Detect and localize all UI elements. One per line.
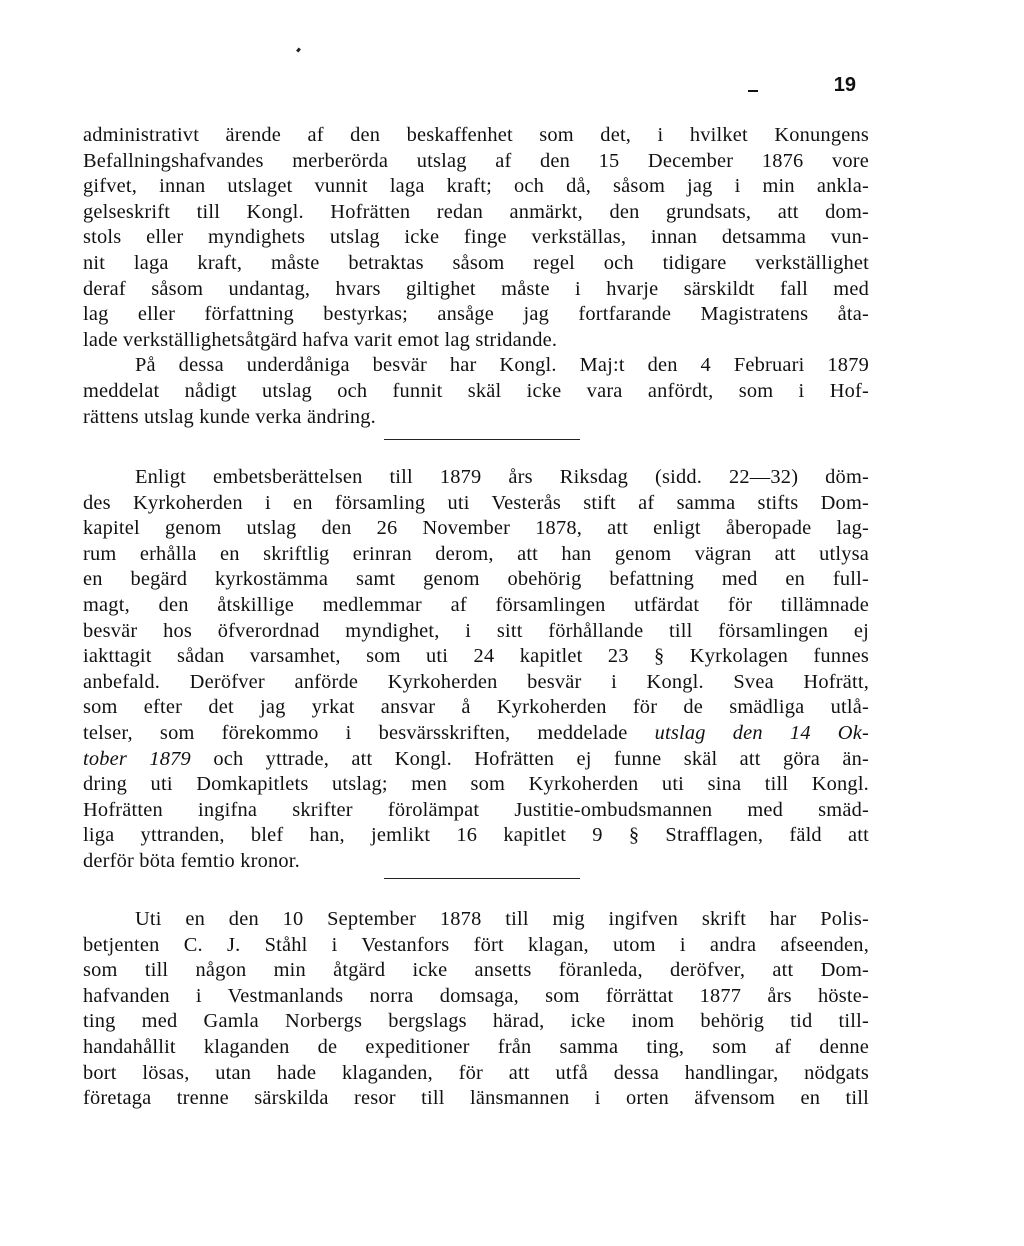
text-line: Befallningshafvandes merberörda utslag af den 15 December 1876 vore	[83, 149, 869, 172]
text-line: en begärd kyrkostämma samt genom obehörig befattning med en full-	[83, 568, 869, 591]
text-fragment: och yttrade, att Kongl. Hofrätten ej funne skäl att göra än-	[213, 747, 869, 770]
text-line: betjenten C. J. Ståhl i Vestanfors fört klagan, utom i andra afseenden,	[83, 933, 869, 956]
text-line: administrativt ärende af den beskaffenhet som det, i hvilket Konungens	[83, 124, 869, 146]
text-line: lag eller författning bestyrkas; ansåge jag fortfarande Magistratens åta-	[83, 303, 869, 326]
text-line: bort lösas, utan hade klaganden, för att utfå dessa handlingar, nödgats	[83, 1061, 869, 1084]
italic-fragment: tober 1879	[83, 747, 191, 770]
section-divider	[384, 878, 580, 879]
text-line: som efter det jag yrkat ansvar å Kyrkoherden för de smädliga utlå-	[83, 696, 869, 719]
section-divider	[384, 439, 580, 440]
paragraph-polisbetjenten	[83, 907, 869, 1112]
paragraph-embetsberattelsen	[83, 465, 869, 875]
text-line: des Kyrkoherden i en församling uti Vesterås stift af samma stifts Dom-	[83, 491, 869, 514]
text-line: gelseskrift till Kongl. Hofrätten redan anmärkt, den grundsats, att dom-	[83, 200, 869, 223]
paragraph-administrativt-arende	[83, 123, 869, 430]
print-speck	[296, 48, 301, 53]
italic-fragment: utslag den 14 Ok-	[654, 721, 869, 744]
text-line: nit laga kraft, måste betraktas såsom regel och tidigare verkställighet	[83, 251, 869, 274]
text-line: rättens utslag kunde verka ändring.	[83, 405, 376, 428]
text-line: stols eller myndighets utslag icke finge verkställas, innan detsamma vun-	[83, 226, 869, 249]
text-line: meddelat nådigt utslag och funnit skäl icke vara anfördt, som i Hof-	[83, 379, 869, 402]
text-line	[83, 747, 869, 773]
header-dash	[748, 90, 758, 92]
text-line: som till någon min åtgärd icke ansetts föranleda, deröfver, att Dom-	[83, 959, 869, 982]
text-line: ting med Gamla Norbergs bergslags härad, icke inom behörig tid till-	[83, 1010, 869, 1033]
text-line: gifvet, innan utslaget vunnit laga kraft; och då, såsom jag i min ankla-	[83, 175, 869, 198]
text-line: iakttagit sådan varsamhet, som uti 24 kapitlet 23 § Kyrkolagen funnes	[83, 645, 869, 668]
text-line: Enligt embetsberättelsen till 1879 års Riksdag (sidd. 22—32) döm-	[135, 466, 869, 488]
text-line: deraf såsom undantag, hvars giltighet måste i hvarje särskildt fall med	[83, 277, 869, 300]
text-line: kapitel genom utslag den 26 November 1878, att enligt åberopade lag-	[83, 517, 869, 540]
text-line: liga yttranden, blef han, jemlikt 16 kapitlet 9 § Strafflagen, fäld att	[83, 824, 869, 847]
text-line: anbefald. Deröfver anförde Kyrkoherden besvär i Kongl. Svea Hofrätt,	[83, 670, 869, 693]
text-line: magt, den åtskillige medlemmar af församlingen utfärdat för tillämnade	[83, 593, 869, 616]
text-line: derför böta femtio kronor.	[83, 849, 300, 872]
page-number: 19	[833, 74, 856, 96]
text-line: På dessa underdåniga besvär har Kongl. Maj:t den 4 Februari 1879	[135, 354, 869, 377]
text-line: Uti en den 10 September 1878 till mig ingifven skrift har Polis-	[135, 908, 869, 930]
text-line: lade verkställighetsåtgärd hafva varit emot lag stridande.	[83, 328, 558, 351]
text-fragment: telser, som förekommo i besvärsskriften, meddelade	[83, 721, 628, 744]
text-line: besvär hos öfverordnad myndighet, i sitt förhållande till församlingen ej	[83, 619, 869, 642]
text-line: handahållit klaganden de expeditioner från samma ting, som af denne	[83, 1035, 869, 1058]
text-line: hafvanden i Vestmanlands norra domsaga, som förrättat 1877 års höste-	[83, 984, 869, 1007]
text-line: rum erhålla en skriftlig erinran derom, att han genom vägran att utlysa	[83, 542, 869, 565]
text-line: Hofrätten ingifna skrifter förolämpat Justitie-ombudsmannen med smäd-	[83, 798, 869, 821]
text-line	[83, 721, 869, 747]
text-line: företaga trenne särskilda resor till länsmannen i orten äfvensom en till	[83, 1087, 869, 1110]
text-line: dring uti Domkapitlets utslag; men som Kyrkoherden uti sina till Kongl.	[83, 773, 869, 796]
